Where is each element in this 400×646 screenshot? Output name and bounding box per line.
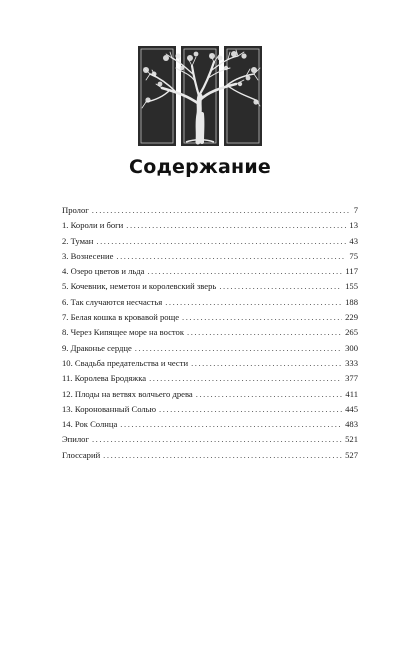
toc-entry-title: 12. Плоды на ветвях волчьего древа: [62, 388, 193, 399]
toc-entry-page-number: 229: [345, 312, 358, 323]
toc-entry-page-number: 527: [345, 449, 358, 460]
dot-leader: [116, 249, 346, 264]
toc-entry-title: 4. Озеро цветов и льда: [62, 266, 145, 277]
toc-entry[interactable]: [62, 264, 358, 279]
dot-leader: [196, 387, 343, 402]
toc-entry[interactable]: [62, 432, 358, 447]
toc-entry-page-number: 300: [345, 342, 358, 353]
toc-entry-page-number: 521: [345, 434, 358, 445]
toc-entry-page-number: 155: [345, 281, 358, 292]
toc-entry-page-number: 117: [345, 266, 358, 277]
toc-entry[interactable]: [62, 310, 358, 325]
toc-entry-page-number: 43: [349, 235, 358, 246]
toc-entry[interactable]: [62, 341, 358, 356]
toc-entry[interactable]: [62, 356, 358, 371]
toc-entry-page-number: 483: [345, 419, 358, 430]
dot-leader: [147, 264, 342, 279]
toc-entry-title: 11. Королева Бродяжка: [62, 373, 147, 384]
page-title: Содержание: [129, 156, 271, 178]
toc-entry-title: 14. Рок Солнца: [62, 419, 118, 430]
toc-entry-title: Пролог: [62, 205, 89, 215]
toc-entry-page-number: 445: [345, 403, 358, 414]
dot-leader: [120, 417, 342, 432]
toc-entry[interactable]: [62, 371, 358, 386]
toc-entry-title: 8. Через Кипящее море на восток: [62, 327, 185, 338]
toc-entry[interactable]: [62, 448, 358, 463]
toc-entry[interactable]: [62, 249, 358, 264]
toc-entry-page-number: 188: [345, 296, 358, 307]
toc-entry[interactable]: [62, 387, 358, 402]
toc-entry-page-number: 333: [345, 357, 358, 368]
toc-entry-title: Эпилог: [62, 434, 89, 445]
dot-leader: [126, 218, 346, 233]
toc-entry-title: 1. Короли и боги: [62, 220, 124, 231]
toc-entry-title: 7. Белая кошка в кровавой роще: [62, 312, 180, 323]
toc-entry-title: 3. Вознесение: [62, 250, 114, 261]
toc-entry-title: 2. Туман: [62, 235, 94, 246]
toc-entry[interactable]: [62, 203, 358, 218]
dot-leader: [187, 325, 342, 340]
toc-entry-page-number: 13: [349, 220, 358, 231]
toc-entry-title: 6. Так случаются несчастья: [62, 296, 163, 307]
dot-leader: [191, 356, 342, 371]
dot-leader: [135, 341, 342, 356]
dot-leader: [103, 448, 342, 463]
dot-leader: [159, 402, 342, 417]
toc-entry-page-number: 377: [345, 373, 358, 384]
dot-leader: [219, 279, 342, 294]
dot-leader: [165, 295, 342, 310]
toc-entry-title: 9. Драконье сердце: [62, 342, 132, 353]
toc-entry-page-number: 265: [345, 327, 358, 338]
toc-entry[interactable]: [62, 234, 358, 249]
toc-entry[interactable]: [62, 295, 358, 310]
toc-entry-title: 10. Свадьба предательства и чести: [62, 357, 189, 368]
table-of-contents: [62, 203, 358, 463]
toc-entry[interactable]: [62, 218, 358, 233]
toc-entry-title: 13. Коронованный Солью: [62, 403, 157, 414]
toc-entry[interactable]: [62, 417, 358, 432]
toc-entry[interactable]: [62, 402, 358, 417]
toc-entry-page-number: 75: [349, 250, 358, 261]
tree-triptych-icon: [136, 44, 264, 148]
toc-entry-title: 5. Кочевник, неметон и королевский зверь: [62, 281, 217, 292]
toc-entry-title: Глоссарий: [62, 449, 101, 460]
dot-leader: [92, 203, 351, 218]
dot-leader: [96, 234, 346, 249]
dot-leader: [92, 432, 342, 447]
toc-entry-page-number: 411: [345, 388, 358, 399]
toc-entry-page-number: 7: [353, 205, 358, 215]
toc-entry[interactable]: [62, 325, 358, 340]
dot-leader: [182, 310, 342, 325]
toc-entry[interactable]: [62, 279, 358, 294]
dot-leader: [149, 371, 342, 386]
